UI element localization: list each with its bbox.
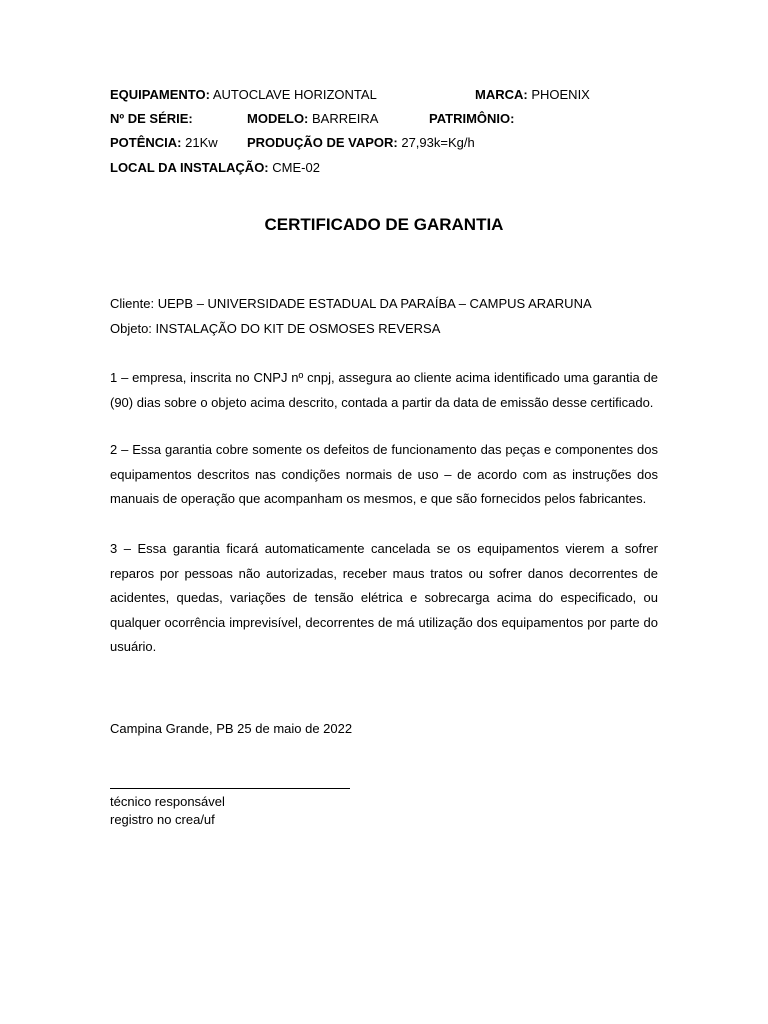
- power-value: 21Kw: [185, 135, 218, 150]
- brand-label: MARCA:: [475, 87, 528, 102]
- brand-row: [475, 87, 590, 103]
- document-title: CERTIFICADO DE GARANTIA: [264, 215, 504, 234]
- power-row: [110, 135, 218, 151]
- power-label: POTÊNCIA:: [110, 135, 182, 150]
- equipment-value: AUTOCLAVE HORIZONTAL: [212, 87, 377, 102]
- signature-line: [110, 788, 350, 789]
- model-label: MODELO:: [247, 111, 309, 126]
- serial-label: Nº DE SÉRIE:: [110, 111, 193, 126]
- model-value: BARREIRA: [312, 111, 379, 126]
- clause-1: 1 – empresa, inscrita no CNPJ nº cnpj, assegura ao cliente acima identificado uma garantia de (90) dias sobre o objeto acima descrito, contada a partir da data de emissão desse certificado.: [110, 370, 658, 410]
- steam-row: [247, 135, 475, 151]
- clause-2: 2 – Essa garantia cobre somente os defeitos de funcionamento das peças e componentes dos equipamentos descritos nas condições normais de uso – de acordo com as instruções dos manuais de operação que acompanham os mesmos, e que são fornecidos pelos fabricantes.: [110, 442, 658, 506]
- equipment-label: EQUIPAMENTO:: [110, 87, 210, 102]
- brand-value: PHOENIX: [531, 87, 590, 102]
- location-label: LOCAL DA INSTALAÇÃO:: [110, 160, 269, 175]
- signature-role: técnico responsável: [110, 794, 225, 809]
- signature-registry: registro no crea/uf: [110, 812, 215, 827]
- equipment-row: [110, 87, 377, 103]
- steam-value: 27,93k=Kg/h: [401, 135, 475, 150]
- steam-label: PRODUÇÃO DE VAPOR:: [247, 135, 398, 150]
- date-line: Campina Grande, PB 25 de maio de 2022: [110, 721, 353, 736]
- client-line: Cliente: UEPB – UNIVERSIDADE ESTADUAL DA PARAÍBA – CAMPUS ARARUNA: [110, 296, 592, 311]
- location-row: [110, 160, 320, 176]
- location-value: CME-02: [272, 160, 320, 175]
- model-row: [247, 111, 378, 127]
- object-line: Objeto: INSTALAÇÃO DO KIT DE OSMOSES REVERSA: [110, 321, 441, 336]
- patrimony-label: PATRIMÔNIO:: [429, 111, 515, 126]
- clause-3: 3 – Essa garantia ficará automaticamente cancelada se os equipamentos vierem a sofrer reparos por pessoas não autorizadas, receber maus tratos ou sofrer danos decorrentes de acidentes, quedas, variações de tensão elétrica e sobrecarga acima do especificado, ou qualquer ocorrência imprevisível, decorrentes de má utilização dos equipamentos por parte do usuário.: [110, 541, 658, 654]
